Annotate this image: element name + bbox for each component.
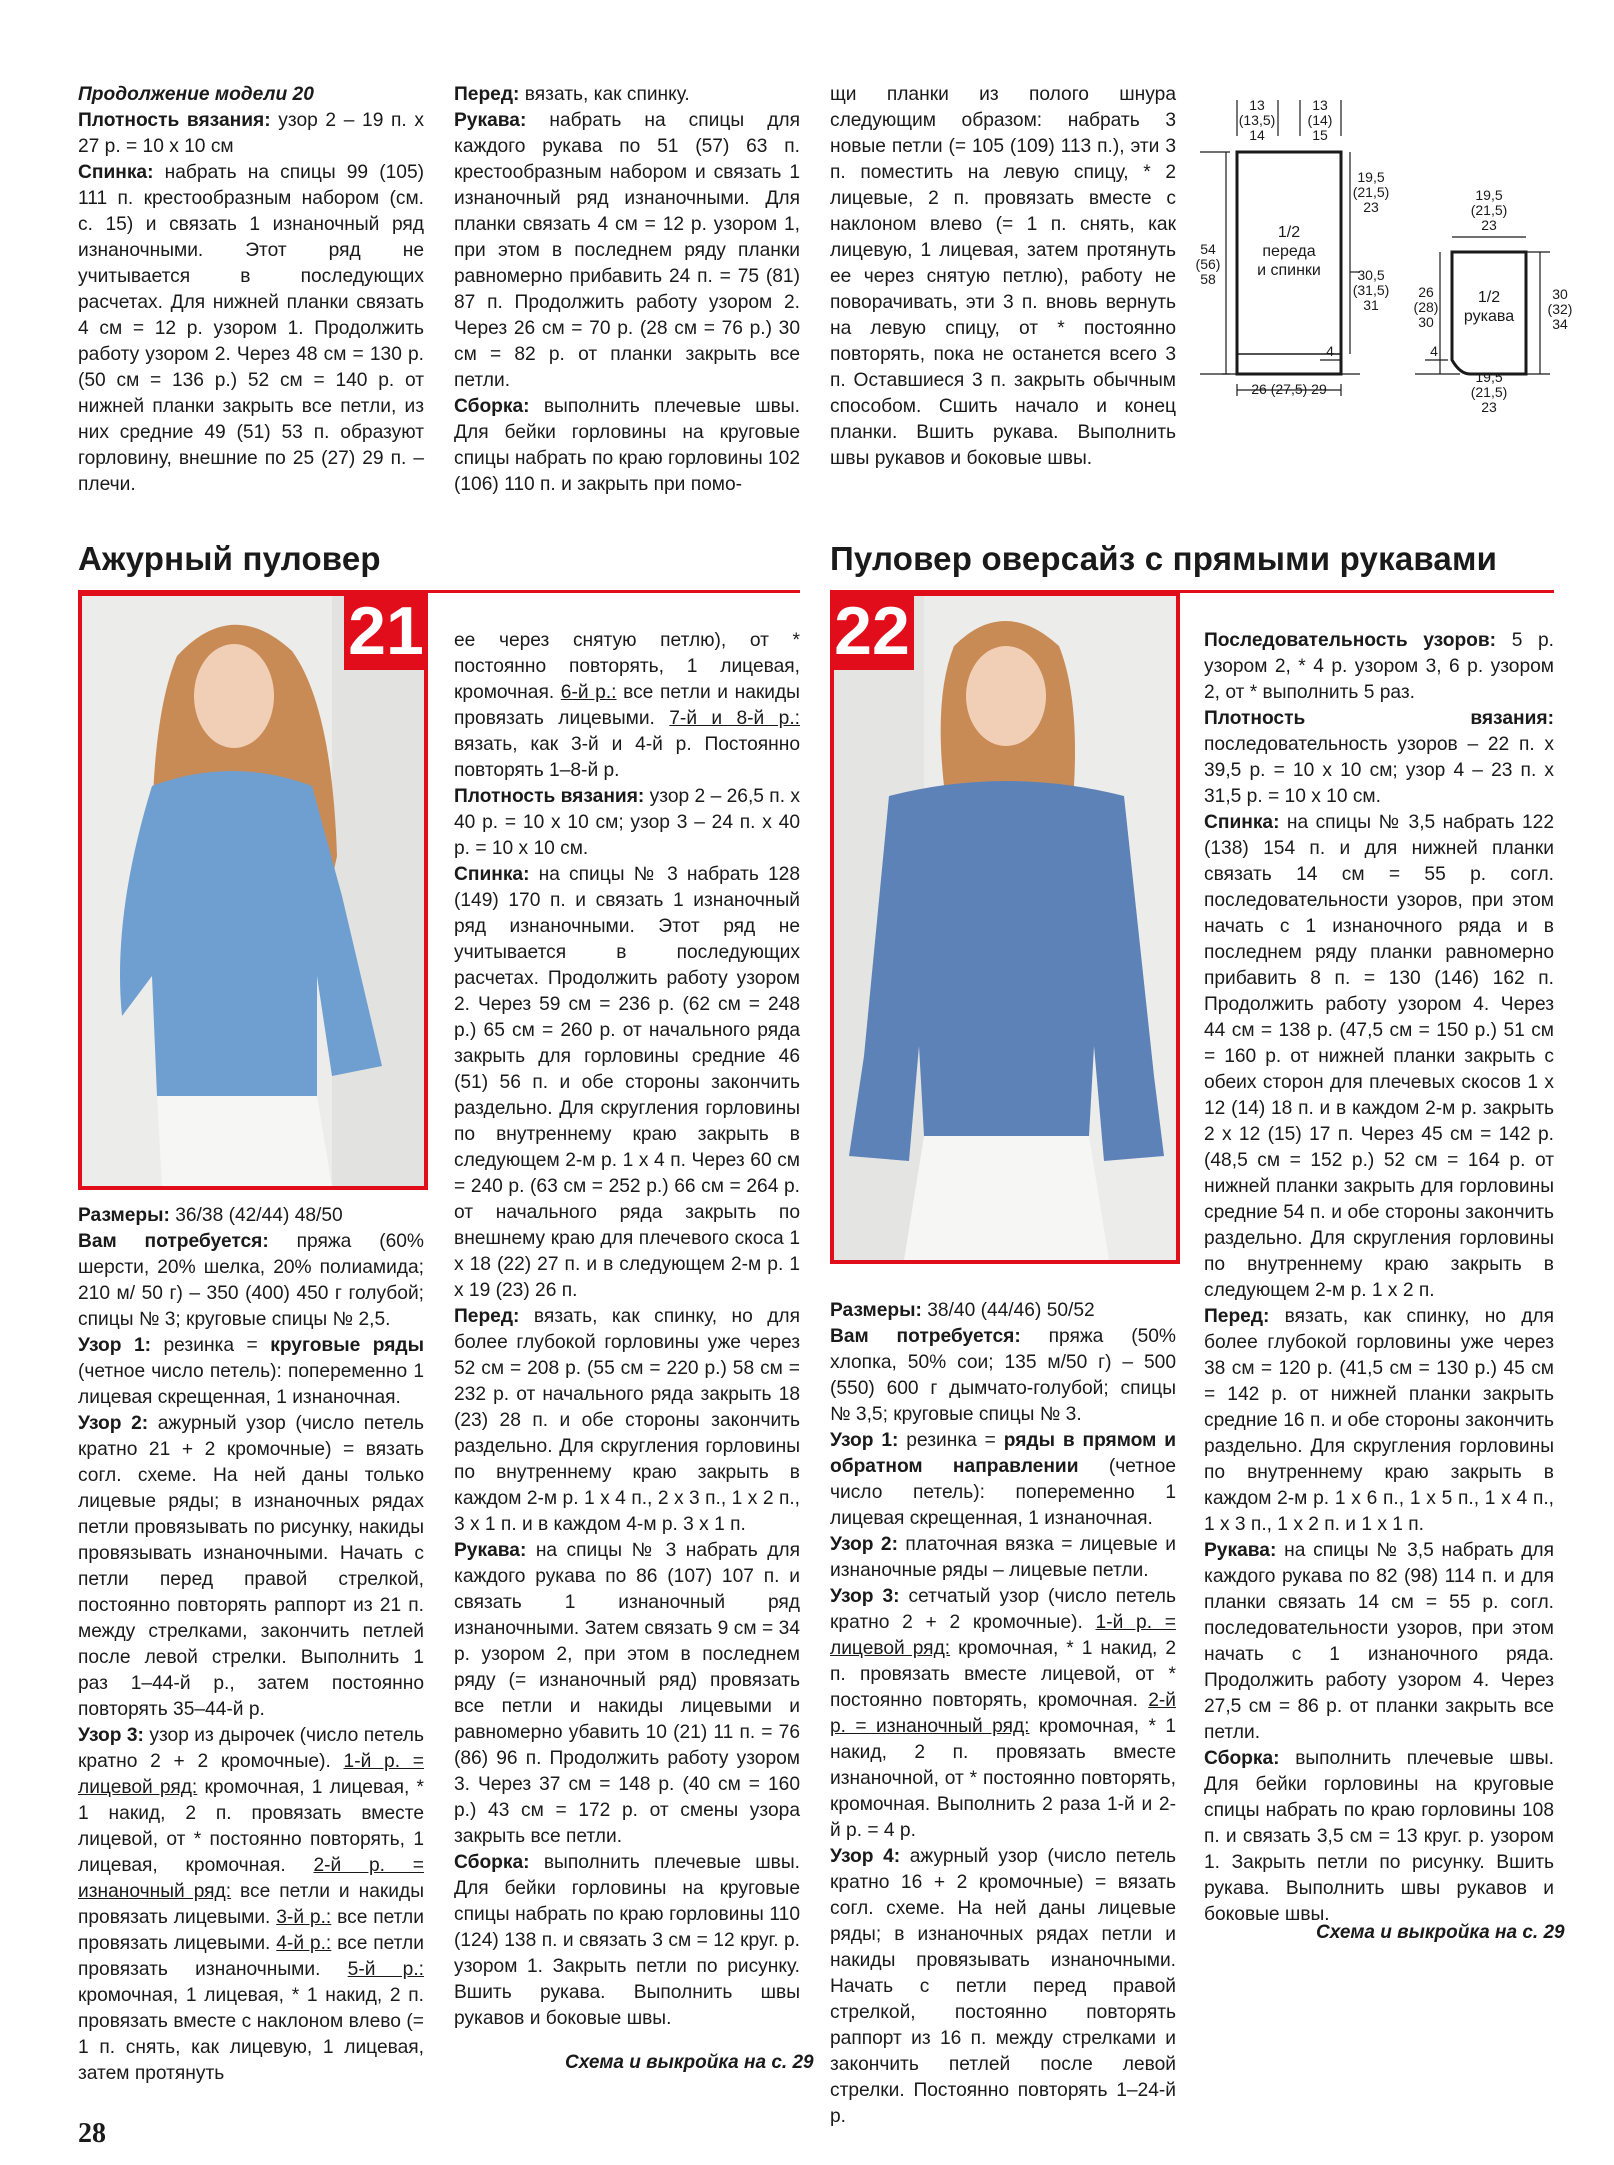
side-height-label-2: (31,5) [1352,282,1390,298]
row-2-text: кромочная, * 1 накид, 2 п. провязать вместе изнаночной, от * постоянно повторять, кромочная. Выполнить 2 раза 1-й и 2-й р. = 4 р. [830,1716,1176,1841]
row-1-label: 1-й р. = лицевой ряд: [830,1612,1176,1659]
sleeves-label: Рукава: [454,1540,527,1561]
sleeves-text: набрать на спицы для каждого рукава по 51 (57) 63 п. крестообразным набором и связать 1 изнаночный ряд изнаночными. Для планки связать 4 см = 12 р. узором 1, при этом в последнем ряду планки равномерно прибавить 24 п. = 75 (81) 87 п. Продолжить работу узором 2. Через 26 см = 70 р. (28 см = 76 р.) 30 см = 82 р. от планки закрыть все петли. [454,110,800,391]
sequence-text: 5 р. узором 2, * 4 р. узором 3, 6 р. узором 2, от * выполнить 5 раз. [1204,630,1554,703]
sleeve-bottom-label-2: (21,5) [1470,384,1508,400]
density-label: Плотность вязания: [78,110,271,131]
model-22-col-1 [830,1298,1176,2130]
body-piece-label-2: переда [1262,243,1316,260]
row-4-label: 4-й р.: [276,1933,332,1954]
model-22-col-2 [1204,628,1554,1928]
pattern-4-text: ажурный узор (число петель кратно 16 + 2 кромочные) = вязать согл. схеме. На ней даны лицевые ряды; в изнаночных рядах петли и накиды провязывать изнаночными. Начать с петли перед правой стрелкой, постоянно повторять раппорт из 16 п. между стрелками и закончить петлей после левой стрелки. Постоянно повторять 1–24-й р. [830,1846,1176,2127]
materials-text: пряжа (60% шерсти, 20% шелка, 20% полиамида; 210 м/ 50 г) – 350 (400) 450 г голубой; спицы № 3; круговые спицы № 2,5. [78,1231,424,1330]
pattern-3-label: Узор 3: [830,1586,900,1607]
continuation-text: щи планки из полого шнура следующим образом: набрать 3 новые петли (= 105 (109) 113 п.), эти 3 п. поместить на левую спицу, * 2 лицевые, 2 п. провязать вместе с наклоном влево (= 1 п. снять, как лицевую, 1 лицевая, затем протянуть ее через снятую петлю), работу не поворачивать, эти 3 п. вновь вернуть на левую спицу, от * постоянно повторять, пока не останется всего 3 п. Оставшиеся 3 п. закрыть обычным способом. Сшить начало и конец планки. Вшить рукава. Выполнить швы рукавов и боковые швы. [830,84,1176,469]
density-label: Плотность вязания: [1204,708,1554,729]
model-22-number: 22 [830,592,914,670]
sleeves-label: Рукава: [454,110,527,131]
back-label: Спинка: [454,864,530,885]
pattern-1-emphasis: ряды в прямом и обратном направлении [830,1430,1177,1477]
pattern-1-emphasis: круговые ряды [270,1335,424,1356]
assembly-label: Сборка: [454,1852,530,1873]
back-text: набрать на спицы 99 (105) 111 п. крестообразным набором (см. с. 15) и связать 1 изнаночный ряд изнаночными. Этот ряд не учитывается в последующих расчетах. Для нижней планки связать 4 см = 12 р. узором 1. Продолжить работу узором 2. Через 48 см = 130 р. (50 см = 136 р.) 52 см = 140 р. от нижней планки закрыть все петли, из них средние 49 (51) 53 п. образуют горловину, внешние по 25 (27) 29 п. – плечи. [78,162,424,495]
pattern-3-text: сетчатый узор (число петель кратно 2 + 2 кромочные). [830,1586,1176,1633]
body-width-label: 26 (27,5) 29 [1251,381,1327,397]
body-height-label-2: (56) [1195,256,1221,272]
model-21-illustration [82,596,424,1186]
sleeve-height-label-3: 30 [1418,314,1434,330]
continuation-col-1 [78,82,424,498]
row-1-text: кромочная, 1 лицевая, * 1 накид, 2 п. провязать вместе лицевой, от * постоянно повторять, 1 лицевая, кромочная. [78,1777,424,1876]
row-2-text: все петли и накиды провязать лицевыми. [78,1881,424,1928]
shoulder-height-label: 19,5 [1357,169,1385,185]
front-text: вязать, как спинку, но для более глубокой горловины уже через 38 см = 120 р. (41,5 см = 130 р.) 45 см = 142 р. от нижней планки закрыть средние 16 п. и обе стороны закончить раздельно. Для скругления горловины по внутреннему краю закрыть в каждом 2-м р. 1 х 6 п., 1 х 5 п., 1 х 4 п., 1 х 3 п., 1 х 2 п. и 1 х 1 п. [1204,1306,1554,1535]
row-6-text: все петли и накиды провязать лицевыми. [454,682,800,729]
row-3-label: 3-й р.: [276,1907,332,1928]
assembly-text: выполнить плечевые швы. Для бейки горловины на круговые спицы набрать по краю горловины 102 (106) 110 п. и закрыть при помо- [454,396,800,495]
pattern-1-text: резинка = [163,1335,258,1356]
pattern-3-label: Узор 3: [78,1725,144,1746]
front-label: Перед: [1204,1306,1270,1327]
hem-height-label: 4 [1326,343,1334,359]
sleeve-piece-label-2: рукава [1463,308,1515,325]
pattern-4-label: Узор 4: [830,1846,901,1867]
neck-width-label-3: 14 [1249,127,1265,143]
model-21-col-1 [78,1203,424,2087]
row-3-text: все петли провязать лицевыми. [78,1907,424,1954]
sleeve-length-label-3: 34 [1552,316,1568,332]
density-label: Плотность вязания: [454,786,645,807]
sleeve-height-label-2: (28) [1413,299,1439,315]
assembly-text: выполнить плечевые швы. Для бейки горловины на круговые спицы набрать по краю горловины 108 п. и связать 3,5 см = 13 круг. р. узором 1. Закрыть петли по рисунку. Вшить рукава. Выполнить швы рукавов и боковые швы. [1204,1748,1554,1925]
front-text: вязать, как спинку. [524,84,690,105]
back-text: на спицы № 3 набрать 128 (149) 170 п. и связать 1 изнаночный ряд изнаночными. Этот ряд не учитывается в последующих расчетах. Продолжить работу узором 2. Через 59 см = 236 р. (62 см = 248 р.) 65 см = 260 р. от начального ряда закрыть для горловины средние 46 (51) 56 п. и обе стороны закончить раздельно. Для скругления горловины по внутреннему краю закрыть в следующем 2-м р. 1 х 4 п. Через 60 см = 240 р. (63 см = 252 р.) 66 см = 264 р. от начального ряда закрыть по внешнему краю для плечевого скоса 1 х 18 (22) 27 п. и в следующем 2-м р. 1 х 19 (23) 26 п. [454,864,800,1301]
side-height-label: 30,5 [1357,267,1385,283]
sleeve-bottom-label: 19,5 [1475,369,1503,385]
model-21-scheme-ref[interactable]: Схема и выкройка на с. 29 [565,2052,814,2073]
pattern-1-text-2: (четное число петель): попеременно 1 лицевая скрещенная, 1 изнаночная. [830,1456,1176,1529]
sleeve-height-label: 26 [1418,284,1434,300]
assembly-label: Сборка: [1204,1748,1280,1769]
front-text: вязать, как спинку, но для более глубокой горловины уже через 52 см = 208 р. (55 см = 220 р.) 58 см = 232 р. от начального ряда закрыть 18 (23) 28 п. и обе стороны закончить раздельно. Для скругления горловины по внутреннему краю закрыть в каждом 2-м р. 1 х 4 п., 2 х 3 п., 1 х 2 п., 3 х 1 п. и в каждом 4-м р. 3 х 1 п. [454,1306,800,1535]
back-text: на спицы № 3,5 набрать 122 (138) 154 п. и для нижней планки связать 14 см = 55 р. согл. последовательности узоров, при этом начать с 1 изнаночного ряда и в последнем ряду планки равномерно прибавить 8 п. = 130 (146) 162 п. Продолжить работу узором 4. Через 44 см = 138 р. (47,5 см = 150 р.) 51 см = 160 р. от нижней планки закрыть с обеих сторон для плечевых скосов 1 х 12 (14) 18 п. и в каждом 2-м р. закрыть 2 х 12 (15) 17 п. Через 45 см = 142 р. (48,5 см = 152 р.) 52 см = 164 р. от нижней планки закрыть для горловины средние 54 п. и обе стороны закончить раздельно. Для скругления горловины по внутреннему краю закрыть в следующем 2-м р. 1 х 2 п. [1204,812,1554,1301]
density-text: последовательность узоров – 22 п. х 39,5 р. = 10 х 10 см; узор 4 – 23 п. х 31,5 р. = 10 х 10 см. [1204,734,1554,807]
model-21-photo [78,592,428,1190]
row-1-text: кромочная, * 1 накид, 2 п. провязать вместе лицевой, от * постоянно повторять, кромочная. [830,1638,1177,1711]
materials-label: Вам потребуется: [78,1231,269,1252]
model-21-col-2 [454,628,800,2032]
materials-label: Вам потребуется: [830,1326,1021,1347]
pattern-2-label: Узор 2: [78,1413,149,1434]
sizes-label: Размеры: [78,1205,170,1226]
pattern-1-text-2: (четное число петель): попеременно 1 лицевая скрещенная, 1 изнаночная. [78,1361,424,1408]
pattern-1-label: Узор 1: [830,1430,899,1451]
page-number: 28 [78,2118,106,2149]
side-height-label-3: 31 [1363,297,1379,313]
model-22-photo [830,592,1180,1264]
pattern-diagram [1170,92,1590,422]
materials-text: пряжа (50% хлопка, 50% сои; 135 м/50 г) – 500 (550) 600 г дымчато-голубой; спицы № 3,5; круговые спицы № 3. [830,1326,1176,1425]
row-2-label: 2-й р. = изнаночный ряд: [78,1855,424,1902]
sizes-label: Размеры: [830,1300,922,1321]
row-5-text: кромочная, 1 лицевая, * 1 накид, 2 п. провязать вместе с наклоном влево (= 1 п. снять, как лицевую, 1 лицевая, затем протянуть [78,1985,424,2084]
model-21-heading: Ажурный пуловер [78,540,381,577]
row-5-label: 5-й р.: [347,1959,424,1980]
shoulder-width-label: 13 [1312,97,1328,113]
row-7-8-text: вязать, как 3-й и 4-й р. Постоянно повторять 1–8-й р. [454,734,800,781]
pattern-2-text: платочная вязка = лицевые и изнаночные ряды – лицевые петли. [830,1534,1176,1581]
sleeve-top-label-2: (21,5) [1470,202,1508,218]
body-height-label-3: 58 [1200,271,1216,287]
front-label: Перед: [454,84,520,105]
front-label: Перед: [454,1306,520,1327]
sweater-22-shape [849,781,1164,1161]
row-4-text: все петли провязать изнаночными. [78,1933,424,1980]
sleeve-bottom-label-3: 23 [1481,399,1497,415]
density-text: узор 2 – 19 п. х 27 р. = 10 х 10 см [78,110,424,157]
density-text: узор 2 – 26,5 п. х 40 р. = 10 х 10 см; узор 3 – 24 п. х 40 р. = 10 х 10 см. [454,786,800,859]
shoulder-height-label-3: 23 [1363,199,1379,215]
pattern-2-text: ажурный узор (число петель кратно 21 + 2 кромочные) = вязать согл. схеме. На ней даны только лицевые ряды; в изнаночных рядах петли провязывать по рисунку, накиды провязывать изнаночными. Начать с петли перед правой стрелкой, постоянно повторять раппорт из 21 п. между стрелками, закончить петлей после левой стрелки. Выполнить 1 раз 1–44-й р., затем постоянно повторять 35–44-й р. [78,1413,424,1720]
pattern-1-label: Узор 1: [78,1335,152,1356]
pattern-1-text: резинка = [906,1430,996,1451]
model-22-illustration [834,596,1176,1260]
sleeve-top-label: 19,5 [1475,187,1503,203]
sleeve-length-label: 30 [1552,286,1568,302]
sizes-text: 36/38 (42/44) 48/50 [175,1205,343,1226]
sleeves-text: на спицы № 3 набрать для каждого рукава по 86 (107) 107 п. и связать 1 изнаночный ряд изнаночными. Затем связать 9 см = 34 р. узором 2, при этом в последнем ряду (= изнаночный ряд) провязать все петли и накиды лицевыми и равномерно убавить 10 (21) 11 п. = 76 (86) 96 п. Продолжить работу узором 3. Через 37 см = 148 р. (40 см = 160 р.) 43 см = 172 р. от смены узора закрыть все петли. [454,1540,800,1847]
shoulder-height-label-2: (21,5) [1352,184,1390,200]
continuation-col-2 [454,82,800,498]
back-label: Спинка: [78,162,154,183]
sleeve-hem-label: 4 [1430,343,1438,359]
model-22-scheme-ref[interactable]: Схема и выкройка на с. 29 [1316,1922,1565,1943]
sizes-text: 38/40 (44/46) 50/52 [927,1300,1095,1321]
sleeve-top-label-3: 23 [1481,217,1497,233]
sleeves-label: Рукава: [1204,1540,1277,1561]
pattern-2-label: Узор 2: [830,1534,898,1555]
neck-width-label-2: (13,5) [1238,112,1276,128]
body-piece-label-3: и спинки [1257,262,1321,279]
pattern-3-text: узор из дырочек (число петель кратно 2 + 2 кромочные). [78,1725,424,1772]
body-piece-label: 1/2 [1277,224,1301,241]
shoulder-width-label-2: (14) [1307,112,1333,128]
shoulder-width-label-3: 15 [1312,127,1328,143]
sleeve-length-label-2: (32) [1547,301,1573,317]
row-5-continuation: ее через снятую петлю), от * постоянно повторять, 1 лицевая, кромочная. [454,630,800,703]
continuation-title: Продолжение модели 20 [78,84,314,105]
assembly-text: выполнить плечевые швы. Для бейки горловины на круговые спицы набрать по краю горловины 110 (124) 138 п. и связать 3 см = 12 круг. р. узором 1. Закрыть петли по рисунку. Вшить рукава. Выполнить швы рукавов и боковые швы. [454,1852,800,2029]
model-21-number: 21 [344,592,428,670]
continuation-col-3 [830,82,1176,472]
neck-width-label: 13 [1249,97,1265,113]
model-22-heading: Пуловер оверсайз с прямыми рукавами [830,540,1498,577]
sleeve-piece-label: 1/2 [1477,289,1501,306]
sequence-label: Последовательность узоров: [1204,630,1497,651]
back-label: Спинка: [1204,812,1280,833]
row-1-label: 1-й р. = лицевой ряд: [78,1751,424,1798]
body-height-label: 54 [1200,241,1216,257]
sleeves-text: на спицы № 3,5 набрать для каждого рукава по 82 (98) 114 п. и для планки связать 14 см = 55 р. согл. последовательности узоров, при этом начать с 1 изнаночного ряда. Продолжить работу узором 4. Через 27,5 см = 86 р. от планки закрыть все петли. [1204,1540,1554,1743]
row-6-label: 6-й р.: [560,682,617,703]
assembly-label: Сборка: [454,396,530,417]
row-7-8-label: 7-й и 8-й р.: [669,708,800,729]
row-2-label: 2-й р. = изнаночный ряд: [830,1690,1176,1737]
